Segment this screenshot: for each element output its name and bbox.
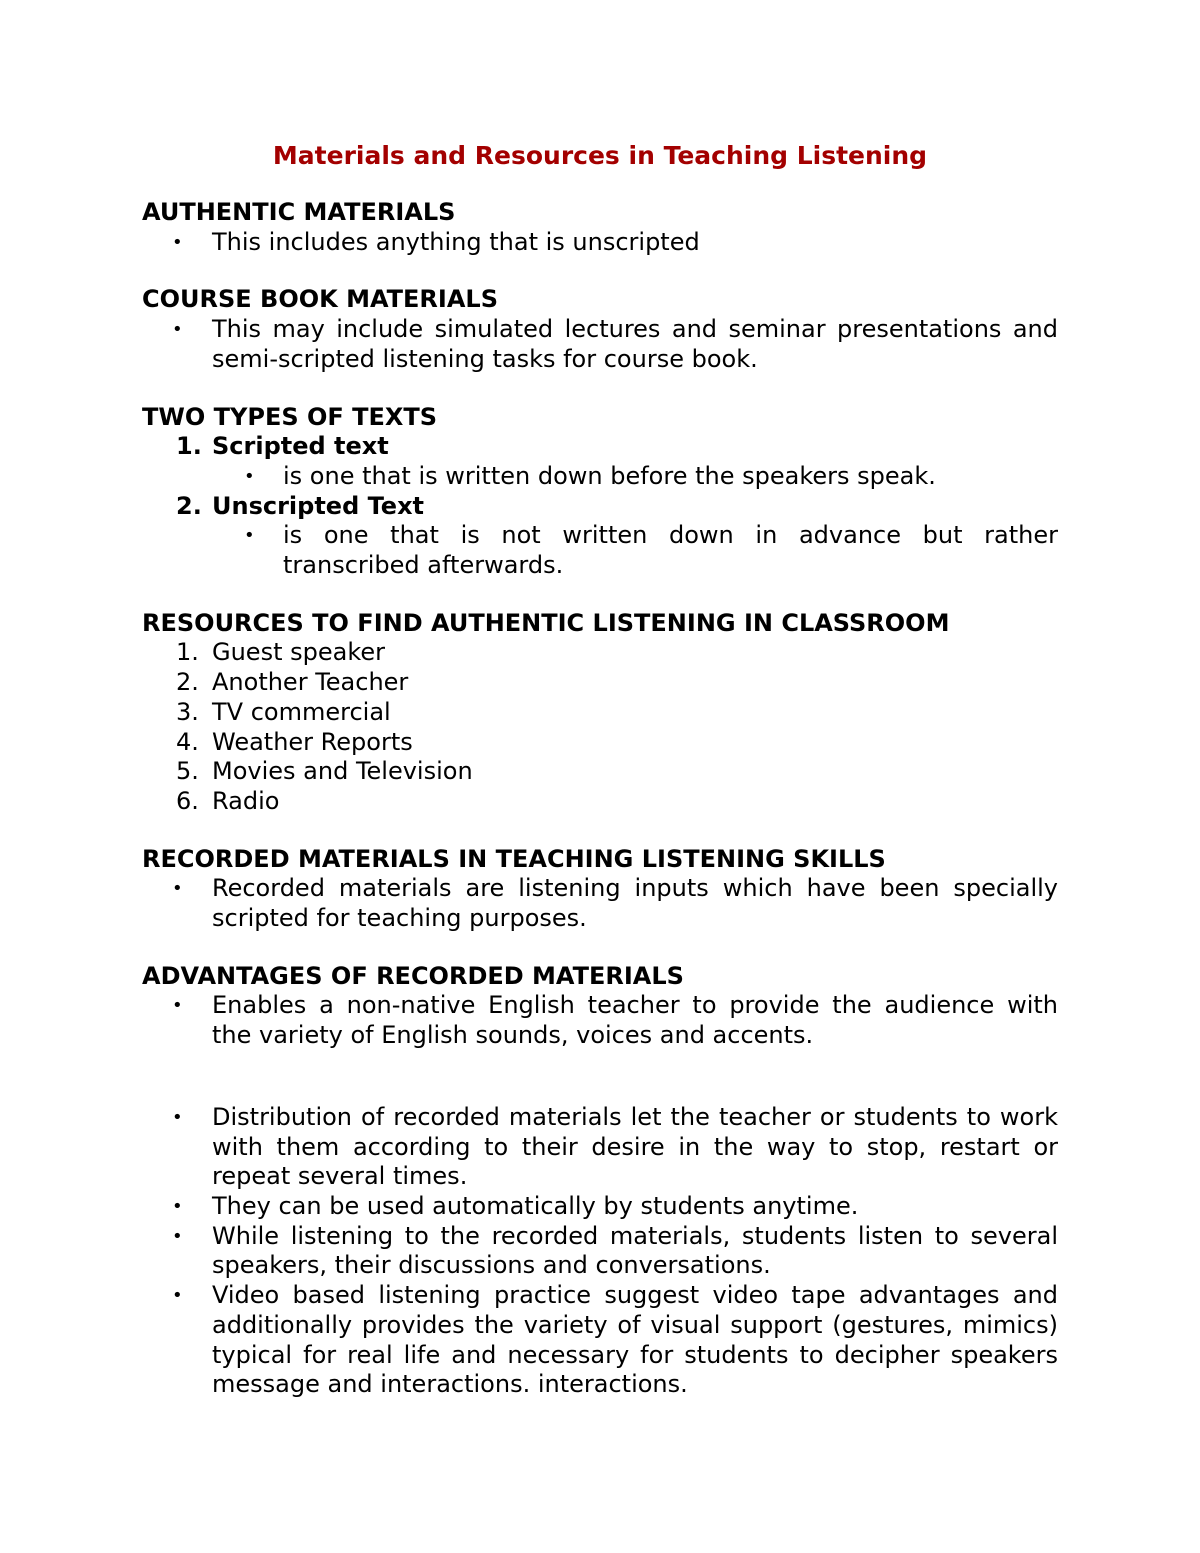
- list-item-text: While listening to the recorded materials, students listen to several speakers, their discussions and conversations.: [212, 1221, 1058, 1280]
- page-title: Materials and Resources in Teaching Listening: [272, 141, 928, 170]
- list-item-text: Movies and Television: [212, 757, 473, 786]
- bullet-icon: •: [172, 995, 183, 1017]
- list-item: [142, 1103, 1058, 1192]
- list-item-text: Radio: [212, 786, 280, 815]
- list-item: [142, 757, 1058, 787]
- list-item-text: Enables a non-native English teacher to provide the audience with the variety of English sounds, voices and accents.: [212, 991, 1058, 1050]
- bullet-list: [142, 228, 1058, 258]
- bullet-icon: •: [172, 1106, 183, 1128]
- section-advantages: [142, 962, 1058, 1400]
- list-item-text: This may include simulated lectures and seminar presentations and semi-scripted listening tasks for course book.: [212, 315, 1058, 373]
- bullet-icon: •: [244, 525, 255, 547]
- section-recorded-materials: [142, 845, 1058, 934]
- list-item: [142, 315, 1058, 374]
- list-item-text: Distribution of recorded materials let the teacher or students to work with them according to their desire in the way to stop, restart or repeat several times.: [212, 1102, 1058, 1191]
- list-item-label: Scripted text: [212, 432, 389, 461]
- list-item-text: Recorded materials are listening inputs which have been specially scripted for teaching purposes.: [212, 874, 1058, 933]
- list-item-text: They can be used automatically by students anytime.: [212, 1191, 859, 1220]
- list-item-text: Weather Reports: [212, 727, 413, 756]
- bullet-list: [142, 874, 1058, 933]
- section-heading: RESOURCES TO FIND AUTHENTIC LISTENING IN CLASSROOM: [142, 608, 950, 637]
- list-item: [142, 698, 1058, 728]
- section-heading: COURSE BOOK MATERIALS: [142, 285, 498, 314]
- section-course-book-materials: [142, 285, 1058, 374]
- section-heading: AUTHENTIC MATERIALS: [142, 198, 456, 226]
- bullet-list: [142, 1103, 1058, 1400]
- list-item: [142, 874, 1058, 933]
- list-item-text: TV commercial: [212, 697, 391, 726]
- list-item-text: This includes anything that is unscripted: [212, 227, 700, 256]
- list-item-text: Video based listening practice suggest video tape advantages and additionally provides the variety of visual support (gestures, mimics) typical for real life and necessary for students to decipher speakers message and interactions. interactions.: [212, 1281, 1058, 1399]
- section-heading: TWO TYPES OF TEXTS: [142, 402, 438, 431]
- section-heading: RECORDED MATERIALS IN TEACHING LISTENING SKILLS: [142, 844, 886, 873]
- list-item: [142, 1281, 1058, 1400]
- bullet-icon: •: [172, 878, 183, 900]
- sub-bullet-list: [212, 462, 1058, 492]
- list-item: [142, 728, 1058, 758]
- sub-list-item-text: is one that is not written down in advance but rather transcribed afterwards.: [283, 521, 1058, 580]
- list-number: 2.: [176, 491, 202, 520]
- list-item-text: Guest speaker: [212, 638, 386, 667]
- document-page: [142, 140, 1058, 1428]
- bullet-icon: •: [172, 1225, 183, 1247]
- list-item: [142, 638, 1058, 668]
- bullet-list: [142, 315, 1058, 374]
- sub-bullet-list: [212, 521, 1058, 580]
- list-item: [142, 991, 1058, 1050]
- list-item-text: Another Teacher: [212, 668, 409, 697]
- numbered-list: [142, 432, 1058, 581]
- bullet-icon: •: [172, 1195, 183, 1217]
- sub-list-item: [142, 462, 1058, 492]
- list-item-label: Unscripted Text: [212, 491, 425, 520]
- bullet-list: [142, 991, 1058, 1050]
- list-number: 1.: [176, 638, 199, 667]
- list-item: [142, 228, 1058, 258]
- section-authentic-materials: [142, 198, 1058, 257]
- list-number: 2.: [176, 668, 199, 697]
- numbered-list: [142, 638, 1058, 816]
- list-item: [142, 1222, 1058, 1281]
- list-number: 3.: [176, 697, 199, 726]
- bullet-icon: •: [172, 231, 183, 253]
- bullet-icon: •: [172, 319, 183, 341]
- list-number: 6.: [176, 786, 199, 815]
- list-number: 5.: [176, 757, 199, 786]
- section-two-types-of-texts: [142, 403, 1058, 581]
- list-item: [142, 432, 1058, 491]
- list-number: 4.: [176, 727, 199, 756]
- list-item: [142, 787, 1058, 817]
- sub-list-item-text: is one that is written down before the speakers speak.: [283, 461, 936, 490]
- section-heading: ADVANTAGES OF RECORDED MATERIALS: [142, 961, 684, 990]
- bullet-icon: •: [172, 1285, 183, 1307]
- list-item: [142, 668, 1058, 698]
- sub-list-item: [142, 521, 1058, 580]
- section-resources: [142, 609, 1058, 817]
- blank-space: [142, 1051, 1058, 1103]
- list-item: [142, 1192, 1058, 1222]
- list-number: 1.: [176, 432, 202, 461]
- bullet-icon: •: [244, 465, 255, 487]
- list-item: [142, 492, 1058, 581]
